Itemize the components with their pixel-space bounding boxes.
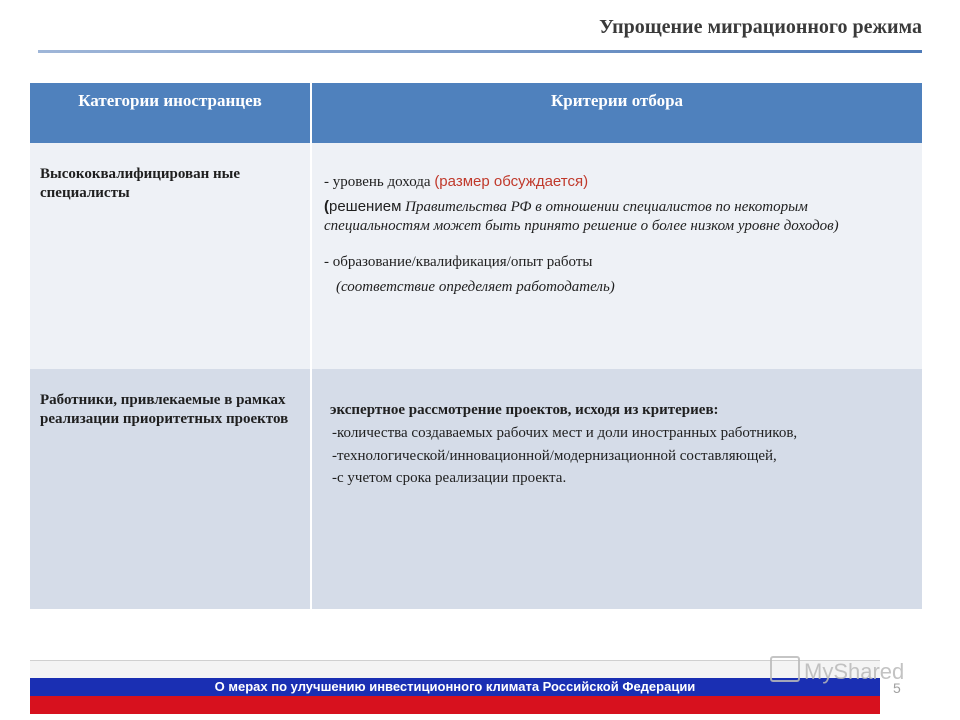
- watermark-logo-icon: [770, 656, 800, 682]
- income-line: [324, 173, 902, 192]
- criteria-cell: [311, 369, 922, 609]
- criteria-item: -количества создаваемых рабочих мест и доли иностранных работников,: [332, 424, 798, 441]
- slide-title: Упрощение миграционного режима: [599, 16, 922, 38]
- criteria-table: [30, 83, 922, 609]
- flag-white-stripe: [30, 660, 880, 679]
- criteria-item: -с учетом срока реализации проекта.: [332, 470, 567, 487]
- education-label: - образование/квалификация/опыт работы: [324, 254, 593, 271]
- category-cell: Высококвалифицирован ные специалисты: [30, 143, 311, 369]
- header-category: Категории иностранцев: [30, 83, 311, 143]
- title-divider: [38, 50, 922, 53]
- decision-note: [324, 198, 902, 236]
- table-header-row: [30, 83, 922, 143]
- decision-open: (: [324, 197, 329, 215]
- table-row: [30, 369, 922, 609]
- watermark: [770, 656, 904, 685]
- education-note: (соответствие определяет работодатель): [336, 279, 615, 295]
- income-note: (размер обсуждается): [434, 173, 589, 190]
- expert-intro: экспертное рассмотрение проектов, исходя из критериев:: [330, 402, 719, 418]
- header-criteria: Критерии отбора: [311, 83, 922, 143]
- category-cell: Работники, привлекаемые в рамках реализации приоритетных проектов: [30, 369, 311, 609]
- footer-flag-bar: [30, 660, 880, 714]
- criteria-item: -технологической/инновационной/модернизационной составляющей,: [332, 447, 777, 464]
- footer-text: О мерах по улучшению инвестиционного климата Российской Федерации: [214, 679, 696, 694]
- criteria-cell: [311, 143, 922, 369]
- income-label: - уровень дохода: [324, 174, 431, 190]
- decision-rest: Правительства РФ в отношении специалистов по некоторым специальностям может быть принято решение о более низком уровне доходов): [324, 198, 839, 234]
- table-row: [30, 143, 922, 369]
- flag-red-stripe: [30, 696, 880, 714]
- watermark-text: MyShared: [804, 659, 905, 684]
- page-number: 5: [893, 680, 901, 696]
- decision-word: решением: [329, 197, 402, 215]
